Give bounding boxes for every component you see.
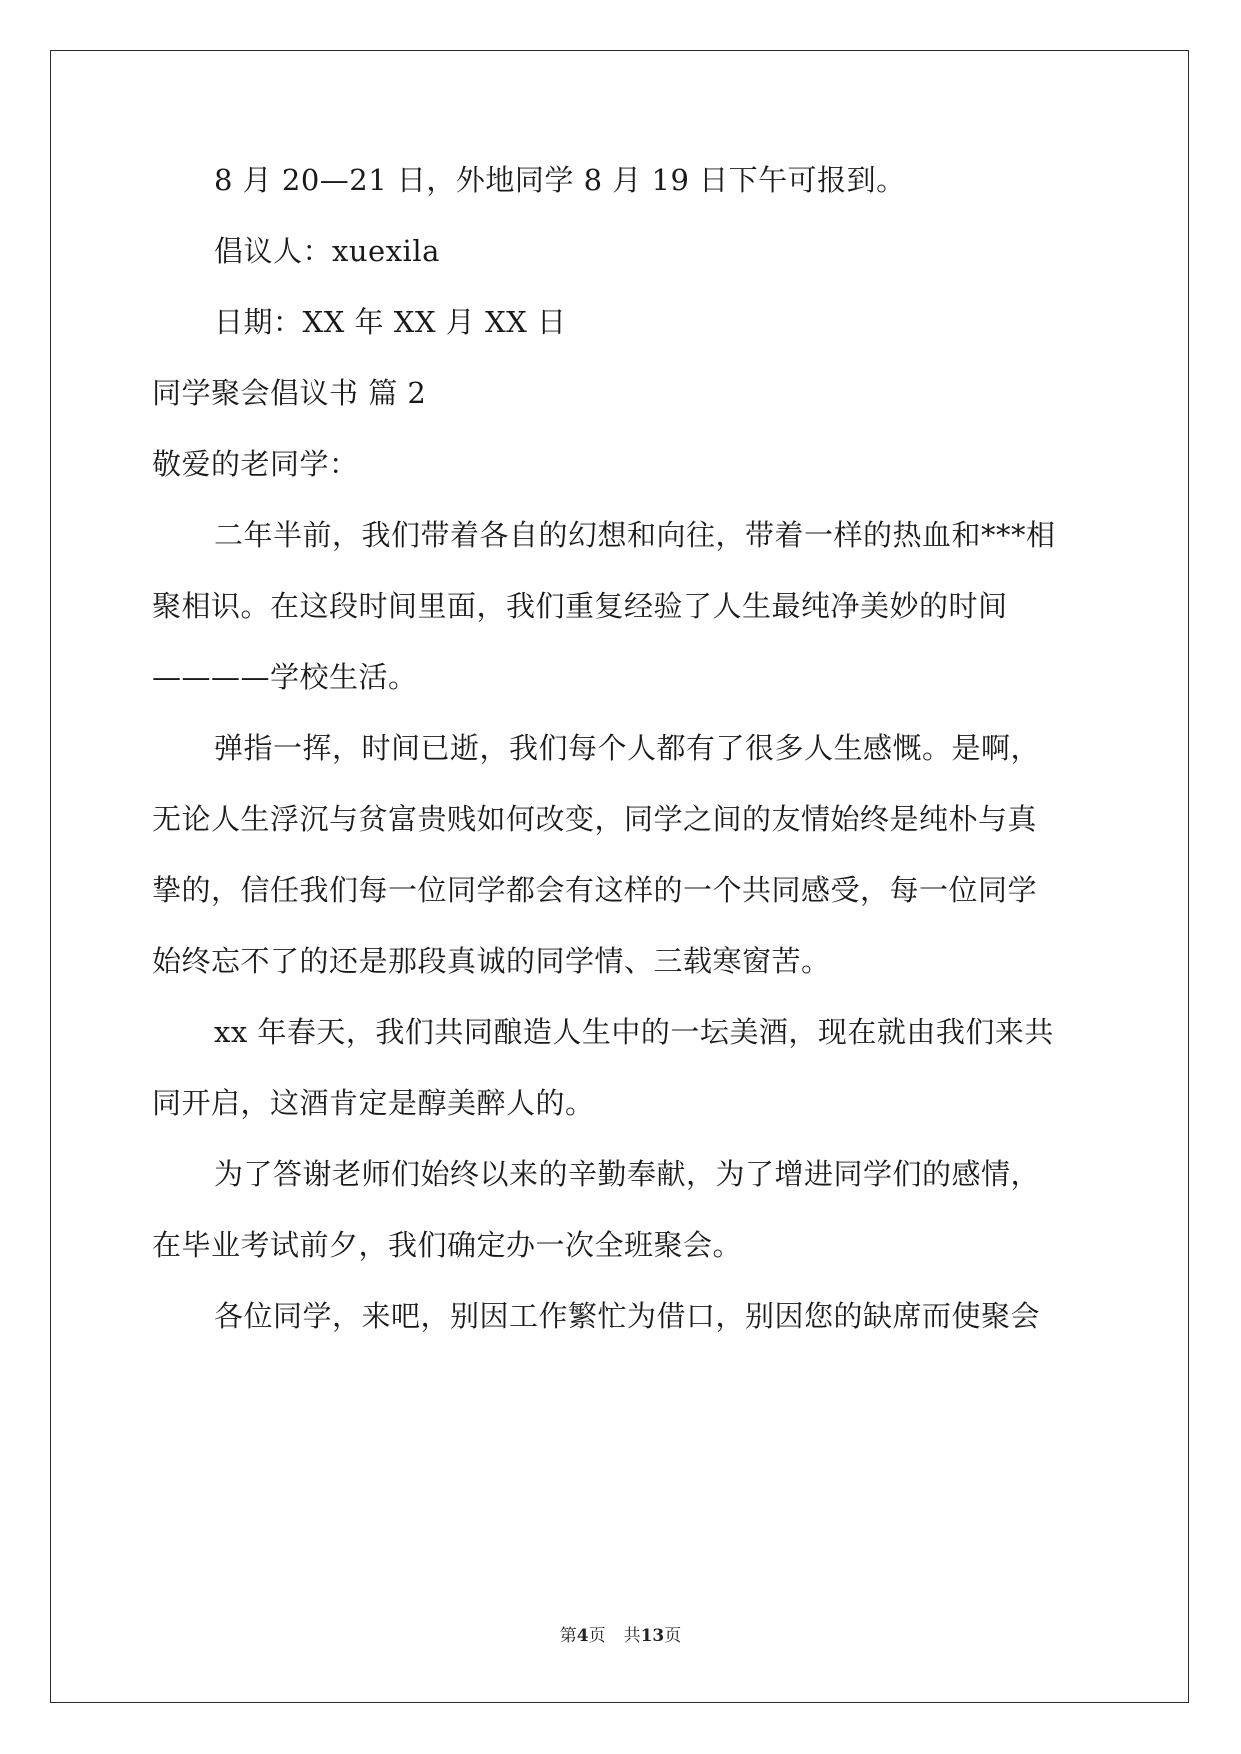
paragraph-line: 8 月 20—21 日，外地同学 8 月 19 日下午可报到。 — [214, 163, 906, 197]
paragraph-line: 聚相识。在这段时间里面，我们重复经验了人生最纯净美妙的时间 — [152, 589, 1008, 623]
paragraph-line: 同开启，这酒肯定是醇美醉人的。 — [152, 1086, 595, 1120]
paragraph-line: 在毕业考试前夕，我们确定办一次全班聚会。 — [152, 1228, 743, 1262]
paragraph-line: 无论人生浮沉与贫富贵贱如何改变，同学之间的友情始终是纯朴与真 — [152, 802, 1038, 836]
page-footer — [0, 1625, 1241, 1647]
total-suffix: 页 — [664, 1626, 682, 1646]
page-prefix: 第 — [559, 1626, 577, 1646]
salutation: 敬爱的老同学： — [152, 447, 359, 481]
paragraph-line: 各位同学，来吧，别因工作繁忙为借口，别因您的缺席而使聚会 — [214, 1299, 1041, 1333]
paragraph-line: ————学校生活。 — [152, 660, 418, 694]
paragraph-line: 挚的，信任我们每一位同学都会有这样的一个共同感受，每一位同学 — [152, 873, 1038, 907]
paragraph-line: 始终忘不了的还是那段真诚的同学情、三载寒窗苦。 — [152, 944, 831, 978]
paragraph-line: xx 年春天，我们共同酿造人生中的一坛美酒，现在就由我们来共 — [214, 1015, 1054, 1049]
page-suffix: 页 — [588, 1626, 606, 1646]
page-number: 4 — [576, 1626, 589, 1646]
paragraph-line: 弹指一挥，时间已逝，我们每个人都有了很多人生感慨。是啊， — [214, 731, 1041, 765]
total-pages: 13 — [640, 1626, 665, 1646]
date-line: 日期：XX 年 XX 月 XX 日 — [214, 305, 567, 339]
section-heading: 同学聚会倡议书 篇 2 — [152, 376, 427, 410]
total-prefix: 共 — [623, 1626, 641, 1646]
paragraph-line: 二年半前，我们带着各自的幻想和向往，带着一样的热血和***相 — [214, 518, 1056, 552]
proposer-line: 倡议人：xuexila — [214, 234, 440, 268]
paragraph-line: 为了答谢老师们始终以来的辛勤奉献，为了增进同学们的感情， — [214, 1157, 1041, 1191]
